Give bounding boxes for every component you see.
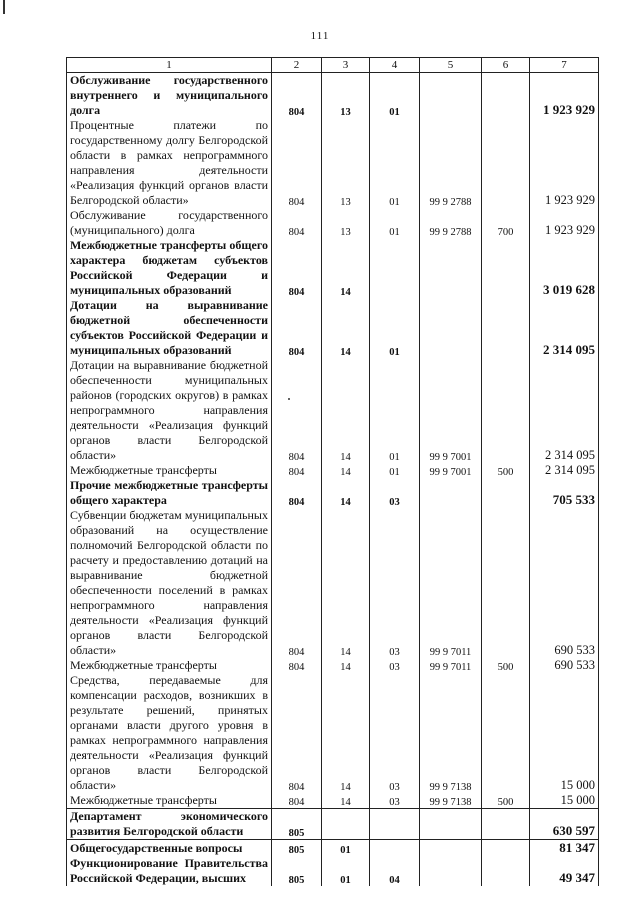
subsection-code	[322, 809, 370, 840]
expense-type-code	[482, 856, 530, 886]
amount: 81 347	[530, 840, 599, 857]
section-code: 805	[272, 840, 322, 857]
subsection2-code: 03	[370, 658, 420, 673]
expense-type-code	[482, 508, 530, 658]
amount: 630 597	[530, 809, 599, 840]
page-edge-mark	[3, 0, 5, 14]
table-row	[67, 793, 599, 809]
section-code: 804	[272, 658, 322, 673]
subsection-code: 14	[322, 658, 370, 673]
expense-type-code	[482, 358, 530, 463]
amount: 2 314 095	[530, 463, 599, 478]
target-article-code	[420, 856, 482, 886]
subsection2-code: 01	[370, 463, 420, 478]
target-article-code	[420, 298, 482, 358]
amount: 49 347	[530, 856, 599, 886]
table-row	[67, 673, 599, 793]
subsection-code: 14	[322, 463, 370, 478]
section-code: 804	[272, 508, 322, 658]
section-code: 804	[272, 118, 322, 208]
target-article-code	[420, 238, 482, 298]
row-name: Обслуживание государственного (муниципального) долга	[67, 208, 272, 238]
subsection-code: 13	[322, 208, 370, 238]
amount: 1 923 929	[530, 118, 599, 208]
subsection-code: 14	[322, 673, 370, 793]
subsection2-code: 03	[370, 508, 420, 658]
subsection-code: 14	[322, 298, 370, 358]
row-name: Обслуживание государственного внутреннего и муниципального долга	[67, 73, 272, 119]
subsection2-code: 01	[370, 118, 420, 208]
table-row	[67, 856, 599, 886]
expense-type-code	[482, 673, 530, 793]
section-code: 804	[272, 238, 322, 298]
subsection-code: 14	[322, 238, 370, 298]
subsection2-code: 01	[370, 208, 420, 238]
subsection2-code	[370, 238, 420, 298]
section-code: 804	[272, 793, 322, 809]
amount: 15 000	[530, 673, 599, 793]
subsection2-code: 03	[370, 478, 420, 508]
section-code: 804	[272, 208, 322, 238]
row-name: Функционирование Правительства Российской Федерации, высших	[67, 856, 272, 886]
expense-type-code	[482, 238, 530, 298]
row-name: Межбюджетные трансферты	[67, 793, 272, 809]
amount: 2 314 095	[530, 298, 599, 358]
amount: 690 533	[530, 658, 599, 673]
target-article-code: 99 9 7011	[420, 658, 482, 673]
column-header: 2	[272, 58, 322, 73]
expense-type-code	[482, 298, 530, 358]
row-name: Межбюджетные трансферты	[67, 463, 272, 478]
table-row	[67, 658, 599, 673]
column-header: 3	[322, 58, 370, 73]
target-article-code: 99 9 7001	[420, 358, 482, 463]
section-code: 804	[272, 673, 322, 793]
target-article-code: 99 9 7138	[420, 793, 482, 809]
budget-table	[66, 57, 599, 886]
expense-type-code: 500	[482, 463, 530, 478]
table-row	[67, 478, 599, 508]
target-article-code	[420, 840, 482, 857]
table-row	[67, 508, 599, 658]
row-name: Субвенции бюджетам муниципальных образований на осуществление полномочий Белгородской области по расчету и предоставлению дотаций на выравнивание бюджетной обеспеченности поселений в рамках непрограммного направления деятельности «Реализация функций органов власти Белгородской области»	[67, 508, 272, 658]
row-name: Прочие межбюджетные трансферты общего характера	[67, 478, 272, 508]
page-number: 111	[310, 30, 330, 42]
section-code: 804	[272, 463, 322, 478]
column-header: 1	[67, 58, 272, 73]
row-name: Департамент экономического развития Белгородской области	[67, 809, 272, 840]
section-code: 804	[272, 73, 322, 119]
subsection2-code: 01	[370, 358, 420, 463]
subsection2-code: 03	[370, 673, 420, 793]
subsection-code: 14	[322, 478, 370, 508]
amount: 2 314 095	[530, 358, 599, 463]
target-article-code: 99 9 2788	[420, 208, 482, 238]
row-name: Дотации на выравнивание бюджетной обеспеченности муниципальных районов (городских округов) в рамках непрограммного направления деятельности «Реализация функций органов власти Белгородской области»	[67, 358, 272, 463]
expense-type-code	[482, 118, 530, 208]
amount: 705 533	[530, 478, 599, 508]
table-row	[67, 208, 599, 238]
target-article-code: 99 9 2788	[420, 118, 482, 208]
expense-type-code	[482, 478, 530, 508]
row-name: Межбюджетные трансферты	[67, 658, 272, 673]
target-article-code: 99 9 7011	[420, 508, 482, 658]
subsection2-code	[370, 840, 420, 857]
row-name: Дотации на выравнивание бюджетной обеспеченности субъектов Российской Федерации и муниципальных образований	[67, 298, 272, 358]
column-header: 4	[370, 58, 420, 73]
subsection-code: 14	[322, 508, 370, 658]
subsection2-code	[370, 809, 420, 840]
subsection2-code: 01	[370, 298, 420, 358]
amount: 1 923 929	[530, 73, 599, 119]
section-code: 805	[272, 809, 322, 840]
row-name: Общегосударственные вопросы	[67, 840, 272, 857]
target-article-code	[420, 73, 482, 119]
section-code: 805	[272, 856, 322, 886]
subsection-code: 01	[322, 856, 370, 886]
amount: 15 000	[530, 793, 599, 809]
table-row	[67, 298, 599, 358]
row-name: Процентные платежи по государственному долгу Белгородской области в рамках непрограммного направления деятельности «Реализация функций органов власти Белгородской области»	[67, 118, 272, 208]
target-article-code: 99 9 7001	[420, 463, 482, 478]
table-row	[67, 358, 599, 463]
column-header: 6	[482, 58, 530, 73]
subsection-code: 13	[322, 118, 370, 208]
target-article-code	[420, 478, 482, 508]
section-code: 804	[272, 358, 322, 463]
section-code: 804	[272, 478, 322, 508]
subsection-code: 13	[322, 73, 370, 119]
subsection-code: 01	[322, 840, 370, 857]
column-header: 7	[530, 58, 599, 73]
table-row	[67, 118, 599, 208]
table-row	[67, 809, 599, 840]
table-row	[67, 463, 599, 478]
subsection-code: 14	[322, 793, 370, 809]
table-header-row	[67, 58, 599, 73]
table-row	[67, 840, 599, 857]
row-name: Средства, передаваемые для компенсации расходов, возникших в результате решений, принятых органами власти другого уровня в рамках непрограммного направления деятельности «Реализация функций органов власти Белгородской области»	[67, 673, 272, 793]
target-article-code	[420, 809, 482, 840]
column-header: 5	[420, 58, 482, 73]
amount: 1 923 929	[530, 208, 599, 238]
subsection-code: 14	[322, 358, 370, 463]
section-code: 804	[272, 298, 322, 358]
table-row	[67, 238, 599, 298]
row-name: Межбюджетные трансферты общего характера бюджетам субъектов Российской Федерации и муниципальных образований	[67, 238, 272, 298]
expense-type-code	[482, 840, 530, 857]
table-row	[67, 73, 599, 119]
expense-type-code	[482, 73, 530, 119]
expense-type-code	[482, 809, 530, 840]
subsection2-code: 03	[370, 793, 420, 809]
target-article-code: 99 9 7138	[420, 673, 482, 793]
subsection2-code: 04	[370, 856, 420, 886]
expense-type-code: 500	[482, 793, 530, 809]
subsection2-code: 01	[370, 73, 420, 119]
expense-type-code: 500	[482, 658, 530, 673]
amount: 690 533	[530, 508, 599, 658]
amount: 3 019 628	[530, 238, 599, 298]
expense-type-code: 700	[482, 208, 530, 238]
